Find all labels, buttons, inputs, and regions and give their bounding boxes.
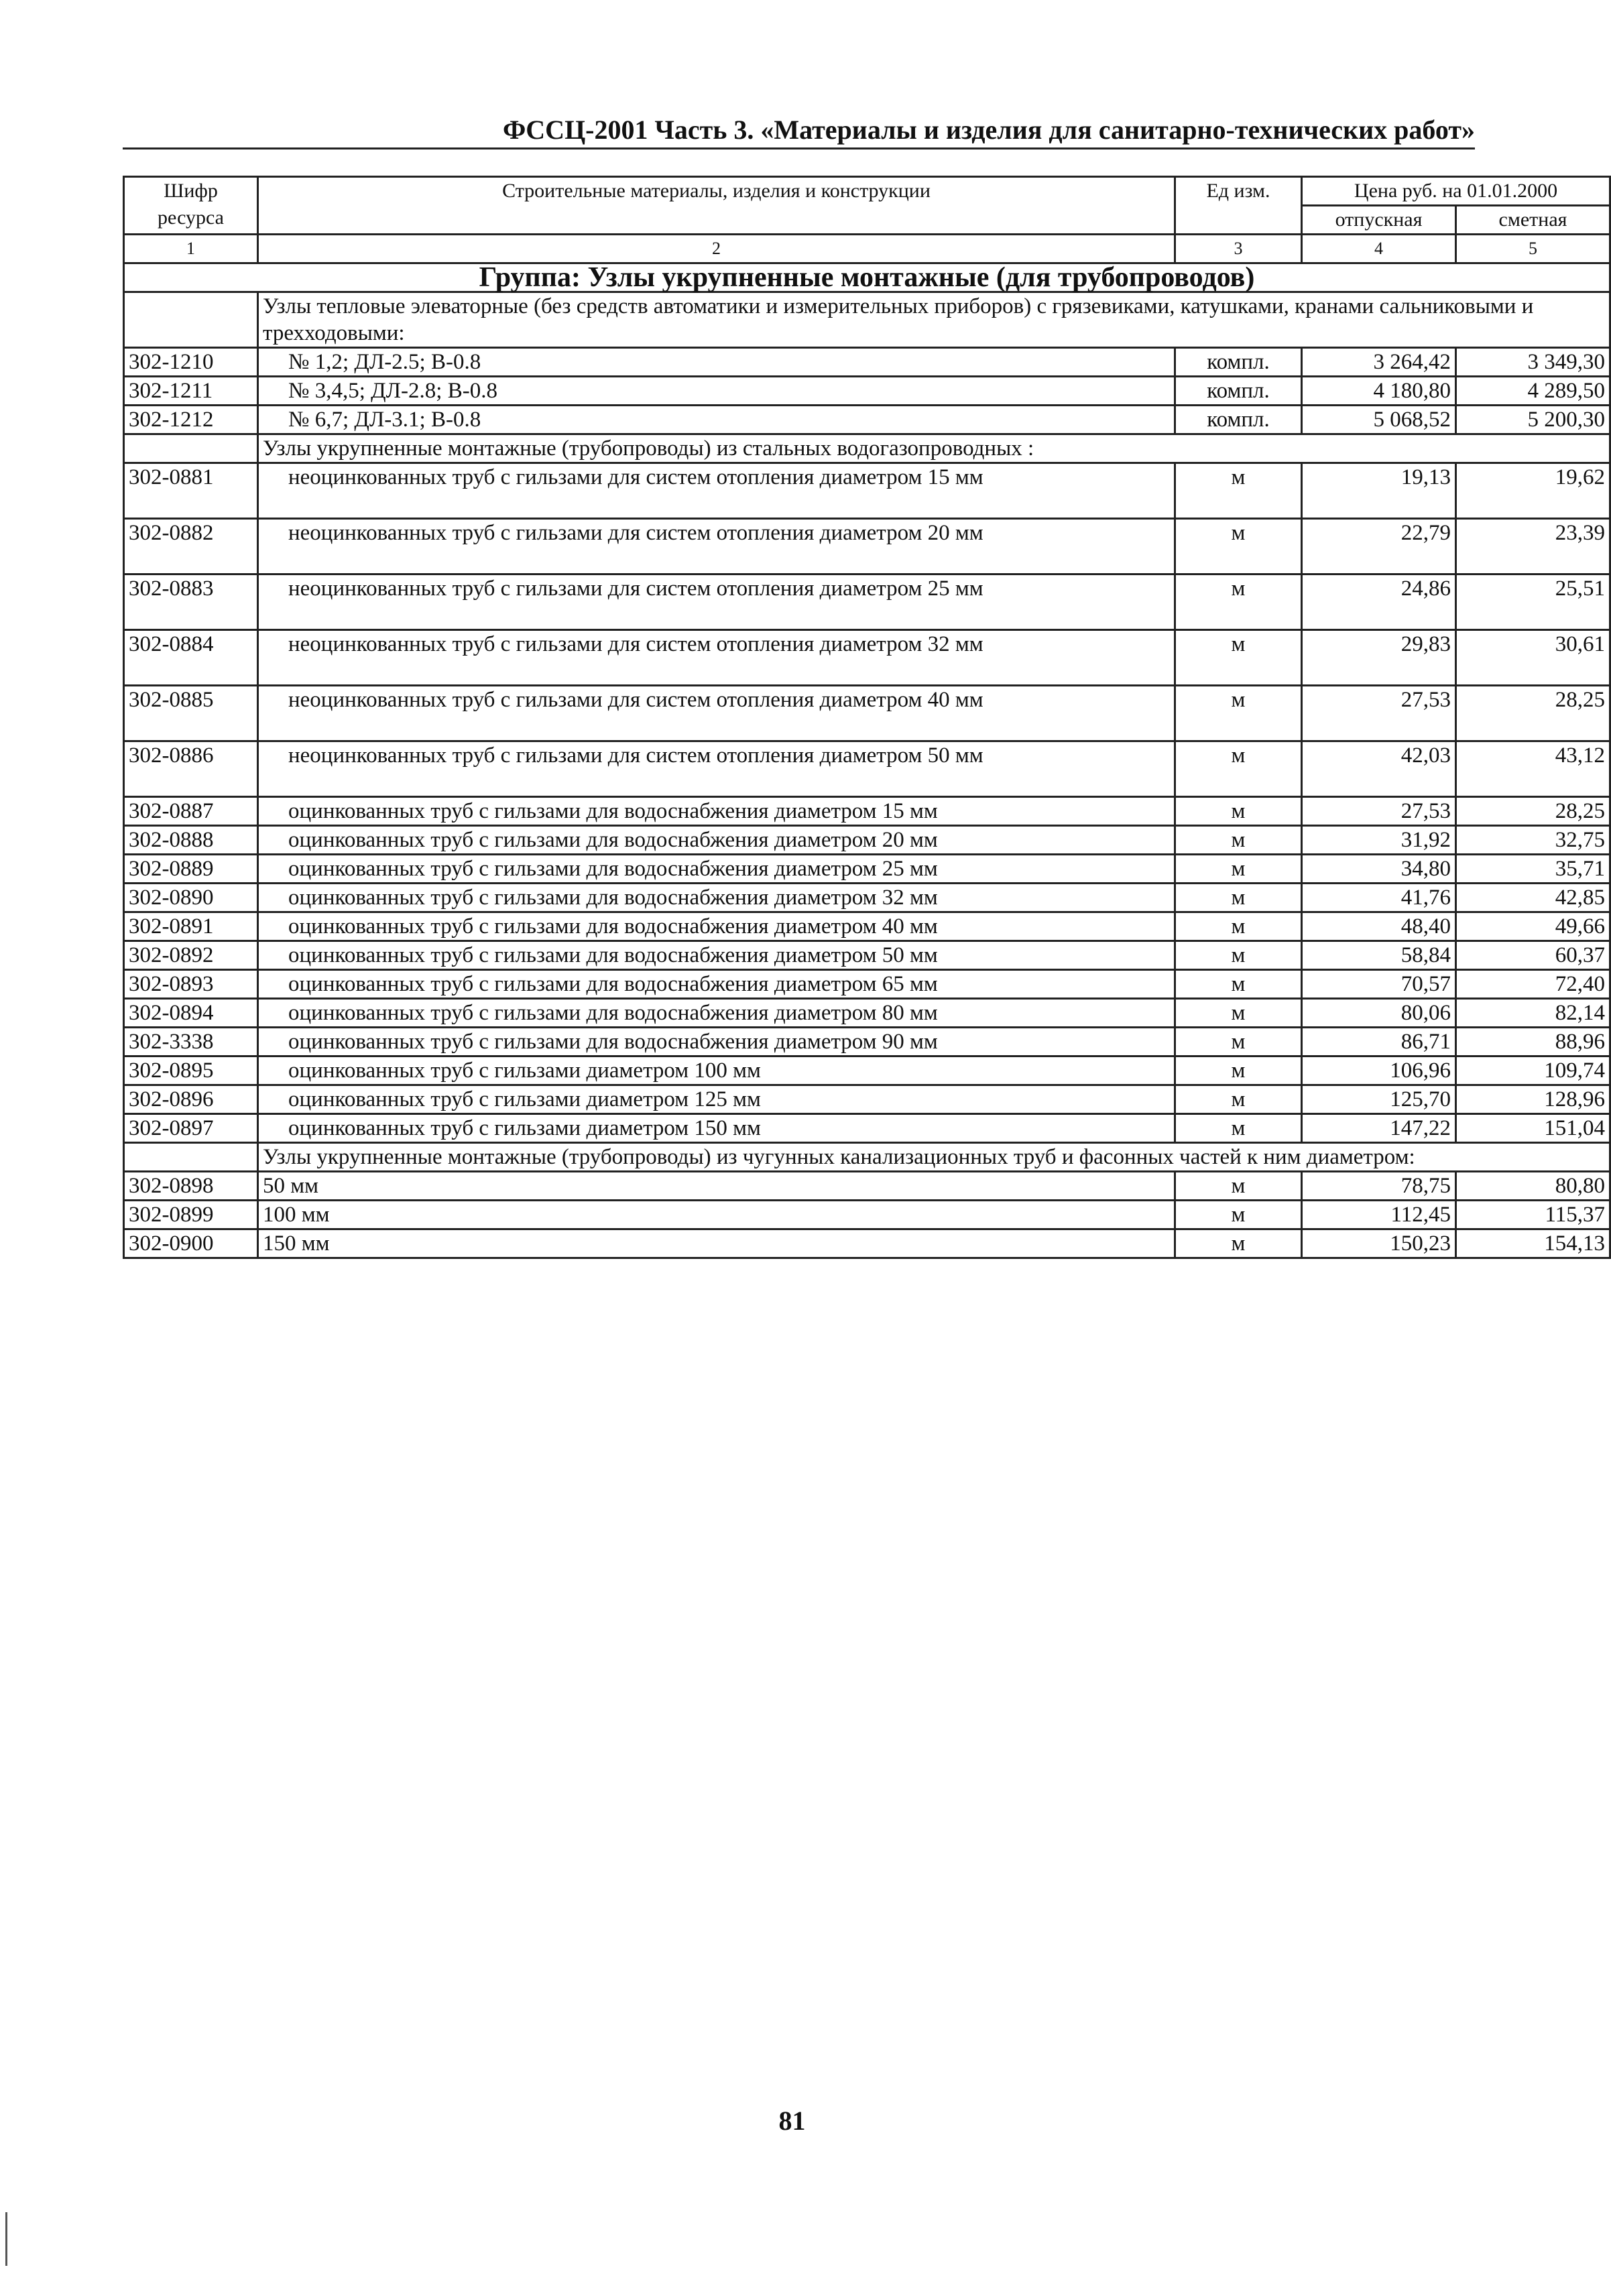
table-row	[124, 630, 1610, 686]
header-code: Шифр ресурса	[124, 177, 258, 235]
unit-cell: м	[1175, 463, 1302, 519]
name-text: неоцинкованных труб с гильзами для систем отопления диаметром 25 мм	[288, 577, 983, 601]
price-release-cell: 147,22	[1302, 1114, 1456, 1143]
price-estimate-cell: 35,71	[1456, 855, 1610, 884]
name-cell	[258, 1056, 1175, 1085]
price-estimate-cell: 115,37	[1456, 1201, 1610, 1229]
table-row	[124, 377, 1610, 406]
page-header	[123, 113, 1475, 149]
unit-cell: м	[1175, 1085, 1302, 1114]
name-cell	[258, 855, 1175, 884]
section-header-row	[124, 1143, 1610, 1172]
name-text: неоцинкованных труб с гильзами для систем отопления диаметром 50 мм	[288, 743, 983, 768]
price-release-cell: 78,75	[1302, 1172, 1456, 1201]
price-estimate-cell: 49,66	[1456, 912, 1610, 941]
unit-cell: компл.	[1175, 348, 1302, 377]
name-text: неоцинкованных труб с гильзами для систем отопления диаметром 20 мм	[288, 521, 983, 545]
section-header: Узлы укрупненные монтажные (трубопроводы) из стальных водогазопроводных :	[258, 434, 1610, 463]
group-title: Группа: Узлы укрупненные монтажные (для трубопроводов)	[124, 263, 1610, 292]
unit-cell: м	[1175, 999, 1302, 1028]
section-blank-cell	[124, 434, 258, 463]
unit-cell: компл.	[1175, 377, 1302, 406]
code-cell: 302-0896	[124, 1085, 258, 1114]
unit-cell: компл.	[1175, 406, 1302, 434]
name-cell: 100 мм	[258, 1201, 1175, 1229]
table-row	[124, 519, 1610, 575]
code-cell: 302-0892	[124, 941, 258, 970]
table-row	[124, 1028, 1610, 1056]
section-header-row	[124, 292, 1610, 348]
price-release-cell: 48,40	[1302, 912, 1456, 941]
unit-cell: м	[1175, 970, 1302, 999]
header-price: Цена руб. на 01.01.2000	[1302, 177, 1610, 206]
price-estimate-cell: 32,75	[1456, 826, 1610, 855]
header-unit: Ед изм.	[1175, 177, 1302, 235]
table-row	[124, 797, 1610, 826]
price-estimate-cell: 128,96	[1456, 1085, 1610, 1114]
unit-cell: м	[1175, 941, 1302, 970]
price-release-cell: 80,06	[1302, 999, 1456, 1028]
unit-cell: м	[1175, 519, 1302, 575]
name-text: оцинкованных труб с гильзами диаметром 100 мм	[288, 1059, 761, 1083]
section-header: Узлы укрупненные монтажные (трубопроводы) из чугунных канализационных труб и фасонных частей к ним диаметром:	[258, 1143, 1610, 1172]
price-estimate-cell: 42,85	[1456, 884, 1610, 912]
header-title: ФССЦ-2001 Часть 3. «Материалы и изделия для санитарно-технических работ»	[502, 115, 1475, 145]
name-cell: 150 мм	[258, 1229, 1175, 1258]
unit-cell: м	[1175, 912, 1302, 941]
name-text: оцинкованных труб с гильзами для водоснабжения диаметром 80 мм	[288, 1001, 938, 1025]
price-release-cell: 70,57	[1302, 970, 1456, 999]
price-release-cell: 106,96	[1302, 1056, 1456, 1085]
price-release-cell: 34,80	[1302, 855, 1456, 884]
table-row	[124, 884, 1610, 912]
name-cell	[258, 970, 1175, 999]
price-release-cell: 24,86	[1302, 575, 1456, 630]
price-release-cell: 3 264,42	[1302, 348, 1456, 377]
price-estimate-cell: 88,96	[1456, 1028, 1610, 1056]
unit-cell: м	[1175, 1229, 1302, 1258]
column-number: 5	[1456, 235, 1610, 263]
price-release-cell: 4 180,80	[1302, 377, 1456, 406]
price-release-cell: 31,92	[1302, 826, 1456, 855]
price-estimate-cell: 5 200,30	[1456, 406, 1610, 434]
price-estimate-cell: 30,61	[1456, 630, 1610, 686]
price-release-cell: 27,53	[1302, 797, 1456, 826]
price-release-cell: 42,03	[1302, 741, 1456, 797]
price-estimate-cell: 28,25	[1456, 686, 1610, 741]
name-cell	[258, 348, 1175, 377]
price-table	[123, 176, 1611, 1259]
price-release-cell: 29,83	[1302, 630, 1456, 686]
price-estimate-cell: 80,80	[1456, 1172, 1610, 1201]
page-number: 81	[778, 2106, 806, 2136]
column-number-row	[124, 235, 1610, 263]
table-row	[124, 1172, 1610, 1201]
name-text: № 3,4,5; ДЛ-2.8; В-0.8	[288, 379, 497, 403]
name-cell	[258, 941, 1175, 970]
price-estimate-cell: 4 289,50	[1456, 377, 1610, 406]
code-cell: 302-0888	[124, 826, 258, 855]
table-row	[124, 1114, 1610, 1143]
name-cell	[258, 741, 1175, 797]
section-blank-cell	[124, 1143, 258, 1172]
code-cell: 302-0884	[124, 630, 258, 686]
name-text: № 1,2; ДЛ-2.5; В-0.8	[288, 350, 481, 374]
header-name: Строительные материалы, изделия и конструкции	[258, 177, 1175, 235]
price-estimate-cell: 109,74	[1456, 1056, 1610, 1085]
table-row	[124, 406, 1610, 434]
unit-cell: м	[1175, 686, 1302, 741]
code-cell: 302-1211	[124, 377, 258, 406]
name-text: оцинкованных труб с гильзами диаметром 125 мм	[288, 1087, 761, 1111]
price-release-cell: 19,13	[1302, 463, 1456, 519]
name-cell	[258, 999, 1175, 1028]
scan-edge-mark	[5, 2212, 7, 2266]
code-cell: 302-0886	[124, 741, 258, 797]
table-row	[124, 912, 1610, 941]
price-release-cell: 58,84	[1302, 941, 1456, 970]
unit-cell: м	[1175, 1172, 1302, 1201]
name-cell	[258, 1085, 1175, 1114]
name-cell	[258, 686, 1175, 741]
table-row	[124, 463, 1610, 519]
table-row	[124, 1229, 1610, 1258]
table-row	[124, 826, 1610, 855]
unit-cell: м	[1175, 826, 1302, 855]
code-cell: 302-0891	[124, 912, 258, 941]
price-release-cell: 5 068,52	[1302, 406, 1456, 434]
unit-cell: м	[1175, 884, 1302, 912]
code-cell: 302-0897	[124, 1114, 258, 1143]
table-row	[124, 741, 1610, 797]
code-cell: 302-0893	[124, 970, 258, 999]
unit-cell: м	[1175, 797, 1302, 826]
price-estimate-cell: 43,12	[1456, 741, 1610, 797]
name-cell	[258, 1028, 1175, 1056]
code-cell: 302-0900	[124, 1229, 258, 1258]
name-text: неоцинкованных труб с гильзами для систем отопления диаметром 15 мм	[288, 465, 983, 489]
name-cell	[258, 463, 1175, 519]
name-text: оцинкованных труб с гильзами для водоснабжения диаметром 15 мм	[288, 799, 938, 823]
table-row	[124, 970, 1610, 999]
column-number: 3	[1175, 235, 1302, 263]
price-estimate-cell: 28,25	[1456, 797, 1610, 826]
table-row	[124, 941, 1610, 970]
price-estimate-cell: 60,37	[1456, 941, 1610, 970]
name-cell	[258, 377, 1175, 406]
column-number: 1	[124, 235, 258, 263]
code-cell: 302-0889	[124, 855, 258, 884]
code-cell: 302-0881	[124, 463, 258, 519]
name-cell: 50 мм	[258, 1172, 1175, 1201]
code-cell: 302-0887	[124, 797, 258, 826]
code-cell: 302-0894	[124, 999, 258, 1028]
name-text: оцинкованных труб с гильзами для водоснабжения диаметром 20 мм	[288, 828, 938, 852]
table-header-row	[124, 177, 1610, 206]
code-cell: 302-0883	[124, 575, 258, 630]
name-text: № 6,7; ДЛ-3.1; В-0.8	[288, 408, 481, 432]
header-price-estimate: сметная	[1456, 206, 1610, 235]
table-row	[124, 1201, 1610, 1229]
table-row	[124, 855, 1610, 884]
name-text: неоцинкованных труб с гильзами для систем отопления диаметром 40 мм	[288, 688, 983, 712]
price-release-cell: 27,53	[1302, 686, 1456, 741]
section-header: Узлы тепловые элеваторные (без средств автоматики и измерительных приборов) с грязевиками, катушками, кранами сальниковыми и трехходовыми:	[258, 292, 1610, 348]
price-estimate-cell: 151,04	[1456, 1114, 1610, 1143]
unit-cell: м	[1175, 741, 1302, 797]
section-header-row	[124, 434, 1610, 463]
name-text: оцинкованных труб с гильзами для водоснабжения диаметром 90 мм	[288, 1030, 938, 1054]
header-price-release: отпускная	[1302, 206, 1456, 235]
table-row	[124, 348, 1610, 377]
code-cell: 302-0890	[124, 884, 258, 912]
price-estimate-cell: 3 349,30	[1456, 348, 1610, 377]
table-row	[124, 1085, 1610, 1114]
code-cell: 302-0882	[124, 519, 258, 575]
name-cell	[258, 519, 1175, 575]
unit-cell: м	[1175, 1114, 1302, 1143]
name-cell	[258, 797, 1175, 826]
table-row	[124, 575, 1610, 630]
unit-cell: м	[1175, 1056, 1302, 1085]
name-cell	[258, 826, 1175, 855]
name-cell	[258, 912, 1175, 941]
code-cell: 302-1210	[124, 348, 258, 377]
name-cell	[258, 575, 1175, 630]
unit-cell: м	[1175, 630, 1302, 686]
name-text: оцинкованных труб с гильзами для водоснабжения диаметром 50 мм	[288, 943, 938, 967]
name-cell	[258, 406, 1175, 434]
unit-cell: м	[1175, 575, 1302, 630]
price-release-cell: 125,70	[1302, 1085, 1456, 1114]
section-blank-cell	[124, 292, 258, 348]
group-title-row	[124, 263, 1610, 292]
price-estimate-cell: 72,40	[1456, 970, 1610, 999]
price-release-cell: 150,23	[1302, 1229, 1456, 1258]
price-release-cell: 41,76	[1302, 884, 1456, 912]
code-cell: 302-0885	[124, 686, 258, 741]
code-cell: 302-0895	[124, 1056, 258, 1085]
price-release-cell: 86,71	[1302, 1028, 1456, 1056]
unit-cell: м	[1175, 1201, 1302, 1229]
table-row	[124, 686, 1610, 741]
name-text: оцинкованных труб с гильзами диаметром 150 мм	[288, 1116, 761, 1140]
code-cell: 302-3338	[124, 1028, 258, 1056]
price-estimate-cell: 82,14	[1456, 999, 1610, 1028]
name-text: оцинкованных труб с гильзами для водоснабжения диаметром 65 мм	[288, 972, 938, 996]
name-text: оцинкованных труб с гильзами для водоснабжения диаметром 25 мм	[288, 857, 938, 881]
name-text: неоцинкованных труб с гильзами для систем отопления диаметром 32 мм	[288, 632, 983, 656]
table-row	[124, 999, 1610, 1028]
unit-cell: м	[1175, 855, 1302, 884]
name-text: оцинкованных труб с гильзами для водоснабжения диаметром 32 мм	[288, 886, 938, 910]
code-cell: 302-1212	[124, 406, 258, 434]
price-release-cell: 22,79	[1302, 519, 1456, 575]
price-estimate-cell: 23,39	[1456, 519, 1610, 575]
code-cell: 302-0899	[124, 1201, 258, 1229]
price-release-cell: 112,45	[1302, 1201, 1456, 1229]
price-estimate-cell: 25,51	[1456, 575, 1610, 630]
price-estimate-cell: 19,62	[1456, 463, 1610, 519]
name-cell	[258, 884, 1175, 912]
table-row	[124, 1056, 1610, 1085]
name-text: оцинкованных труб с гильзами для водоснабжения диаметром 40 мм	[288, 914, 938, 939]
name-cell	[258, 630, 1175, 686]
price-estimate-cell: 154,13	[1456, 1229, 1610, 1258]
name-cell	[258, 1114, 1175, 1143]
column-number: 4	[1302, 235, 1456, 263]
column-number: 2	[258, 235, 1175, 263]
code-cell: 302-0898	[124, 1172, 258, 1201]
unit-cell: м	[1175, 1028, 1302, 1056]
